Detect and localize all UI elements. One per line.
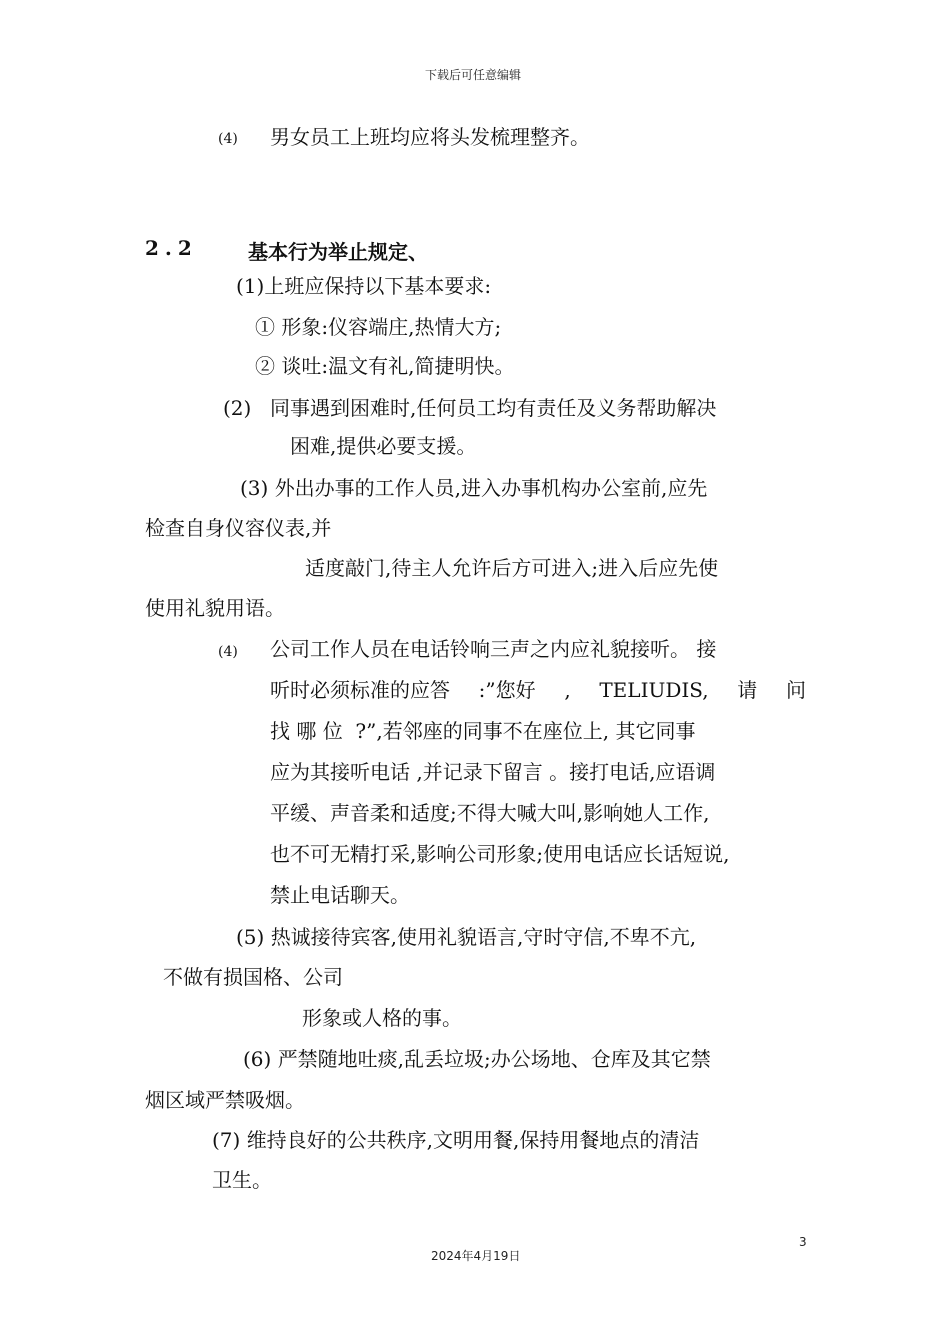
section-number: 2.2 bbox=[145, 236, 198, 260]
p1-line3: ② 谈吐:温文有礼,简捷明快。 bbox=[255, 354, 515, 378]
item-text: 男女员工上班均应将头发梳理整齐。 bbox=[270, 125, 590, 149]
p3-line4: 使用礼貌用语。 bbox=[145, 596, 285, 620]
p4-line2-word: 听时必须标准的应答 bbox=[270, 678, 450, 702]
p6-line2: 烟区域严禁吸烟。 bbox=[145, 1088, 305, 1112]
p4-line7: 禁止电话聊天。 bbox=[270, 883, 410, 907]
p3-line1: (3) 外出办事的工作人员,进入办事机构办公室前,应先 bbox=[240, 476, 708, 500]
p4-line3: 找 哪 位 ?”,若邻座的同事不在座位上, 其它同事 bbox=[270, 719, 696, 743]
p2-line1: 同事遇到困难时,任何员工均有责任及义务帮助解决 bbox=[270, 396, 717, 420]
p4-line2-word: 问 bbox=[785, 678, 806, 702]
p2-line2: 困难,提供必要支援。 bbox=[290, 434, 477, 458]
p5-line1: (5) 热诚接待宾客,使用礼貌语言,守时守信,不卑不亢, bbox=[236, 925, 697, 949]
p4-line6: 也不可无精打采,影响公司形象;使用电话应长话短说, bbox=[270, 842, 730, 866]
p3-line3: 适度敲门,待主人允许后方可进入;进入后应先使 bbox=[305, 556, 719, 580]
p2-number: (2) bbox=[223, 396, 252, 420]
p4-number: (4) bbox=[218, 644, 238, 660]
p4-line4: 应为其接听电话 ,并记录下留言 。接打电话,应语调 bbox=[270, 760, 716, 784]
p5-line3: 形象或人格的事。 bbox=[302, 1006, 462, 1030]
p4-line1: 公司工作人员在电话铃响三声之内应礼貌接听。 接 bbox=[270, 637, 717, 661]
p4-line2 bbox=[270, 680, 806, 700]
p4-line2-word: TELIUDIS, bbox=[599, 678, 709, 702]
page-header: 下载后可任意编辑 bbox=[425, 68, 522, 82]
page-number: 3 bbox=[799, 1235, 807, 1249]
p7-line2: 卫生。 bbox=[212, 1168, 272, 1192]
p4-line5: 平缓、声音柔和适度;不得大喊大叫,影响她人工作, bbox=[270, 801, 710, 825]
section-title: 基本行为举止规定、 bbox=[248, 240, 428, 264]
p6-line1: (6) 严禁随地吐痰,乱丢垃圾;办公场地、仓库及其它禁 bbox=[243, 1047, 711, 1071]
p3-line2: 检查自身仪容仪表,并 bbox=[145, 516, 332, 540]
p1-line2: ① 形象:仪容端庄,热情大方; bbox=[255, 315, 502, 339]
footer-date: 2024年4月19日 bbox=[431, 1249, 521, 1263]
p4-line2-word: 请 bbox=[737, 678, 758, 702]
p7-line1: (7) 维持良好的公共秩序,文明用餐,保持用餐地点的清洁 bbox=[212, 1128, 700, 1152]
p4-line2-word: :”您好 bbox=[478, 678, 536, 702]
p4-line2-word: , bbox=[564, 678, 571, 702]
p1-line1: (1)上班应保持以下基本要求: bbox=[236, 274, 492, 298]
item-number: (4) bbox=[218, 131, 238, 147]
p5-line2: 不做有损国格、公司 bbox=[163, 965, 343, 989]
